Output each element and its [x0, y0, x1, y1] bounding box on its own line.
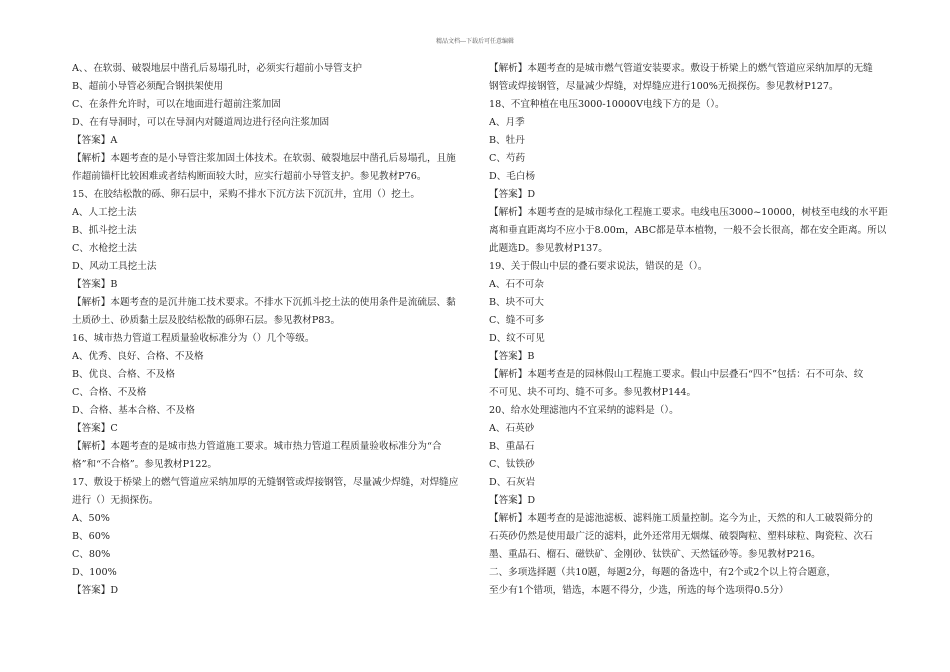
text-line: 【解析】本题考查的是小导管注浆加固土体技术。在软弱、破裂地层中凿孔后易塌孔，且施 — [72, 153, 456, 164]
text-line: D、风动工具挖土法 — [72, 261, 157, 272]
text-line: D、合格、基本合格、不及格 — [72, 405, 195, 416]
question-line: 17、敷设于桥梁上的燃气管道应采纳加厚的无缝钢管或焊接钢管，尽量减少焊缝，对焊缝应 — [72, 477, 459, 488]
text-line: C、水枪挖土法 — [72, 243, 137, 254]
text-line: D、在有导洞时，可以在导洞内对隧道周边进行径向注浆加固 — [72, 117, 330, 128]
text-line: C、80% — [72, 549, 111, 560]
text-line: A、石英砂 — [489, 423, 535, 434]
text-line: D、石灰岩 — [489, 477, 536, 488]
text-line: 不可见、块不可均、缝不可多。参见教材P144。 — [489, 387, 697, 398]
text-line: 此题选D。参见教材P137。 — [489, 243, 608, 254]
question-line: 18、不宜种植在电压3000-10000V电线下方的是（）。 — [489, 99, 725, 110]
text-line: 格”和“不合格”。参见教材P122。 — [72, 459, 218, 470]
question-line: 20、给水处理滤池内不宜采纳的滤料是（）。 — [489, 405, 679, 416]
answer-line: 【答案】C — [72, 423, 118, 434]
text-line: 离和垂直距离均不应小于8.00m，ABC都是草本植物，一般不会长很高，都在安全距离。所以 — [489, 225, 887, 236]
text-line: D、毛白杨 — [489, 171, 536, 182]
answer-line: 【答案】D — [72, 585, 119, 596]
text-line: B、优良、合格、不及格 — [72, 369, 175, 380]
answer-line: 【答案】B — [489, 351, 535, 362]
text-line: D、100% — [72, 567, 117, 578]
text-line: 【解析】本题考查的是城市绿化工程施工要求。电线电压3000~10000，树枝至电线的水平距 — [489, 207, 888, 218]
text-line: B、块不可大 — [489, 297, 545, 308]
page-header: 精品文档---下载后可任意编辑 — [435, 38, 515, 45]
text-line: B、60% — [72, 531, 110, 542]
right-column — [489, 60, 889, 600]
question-line: 16、城市热力管道工程质量验收标准分为（）几个等级。 — [72, 333, 315, 344]
text-line: 至少有1个错项，错选，本题不得分，少选，所选的每个选项得0.5分） — [489, 585, 789, 596]
text-line: 土质砂土、砂质黏土层及胶结松散的砾卵石层。参见教材P83。 — [72, 315, 341, 326]
text-line: C、缝不可多 — [489, 315, 545, 326]
text-line: 墨、重晶石、榴石、磁铁矿、金刚砂、钛铁矿、天然锰砂等。参见教材P216。 — [489, 549, 821, 560]
text-line: 【解析】本题考查是的园林假山工程施工要求。假山中层叠石“四不”包括：石不可杂、纹 — [489, 369, 864, 380]
text-line: B、重晶石 — [489, 441, 535, 452]
answer-line: 【答案】A — [72, 135, 118, 146]
text-line: C、钛铁砂 — [489, 459, 535, 470]
text-line: 作超前锚杆比较困难或者结构断面较大时，应实行超前小导管支护。参见教材P76。 — [72, 171, 427, 182]
text-line: 进行（）无损探伤。 — [72, 495, 159, 506]
text-line: B、抓斗挖土法 — [72, 225, 137, 236]
text-line: A、月季 — [489, 117, 525, 128]
text-line: A、、在软弱、破裂地层中凿孔后易塌孔时，必须实行超前小导管支护 — [72, 63, 362, 74]
text-line: A、人工挖土法 — [72, 207, 137, 218]
text-line: 【解析】本题考查的是沉井施工技术要求。不排水下沉抓斗挖土法的使用条件是流硫层、黏 — [72, 297, 456, 308]
text-line: A、50% — [72, 513, 110, 524]
text-line: B、牡丹 — [489, 135, 525, 146]
text-line: B、超前小导管必须配合钢拱架使用 — [72, 81, 223, 92]
text-line: 石英砂仍然是使用最广泛的滤料，此外还常用无烟煤、破裂陶粒、塑料球粒、陶瓷粒、次石 — [489, 531, 873, 542]
text-line: D、纹不可见 — [489, 333, 545, 344]
text-line: 【解析】本题考查的是城市燃气管道安装要求。敷设于桥梁上的燃气管道应采纳加厚的无缝 — [489, 63, 873, 74]
left-column — [72, 60, 472, 600]
section-heading: 二、多项选择题（共10题，每题2分，每题的备选中，有2个或2个以上符合题意， — [489, 567, 837, 578]
answer-line: 【答案】D — [489, 495, 536, 506]
answer-line: 【答案】D — [489, 189, 536, 200]
question-line: 19、关于假山中层的叠石要求说法，错误的是（）。 — [489, 261, 708, 272]
text-line: A、优秀、良好、合格、不及格 — [72, 351, 204, 362]
text-line: 【解析】本题考查的是城市热力管道施工要求。城市热力管道工程质量验收标准分为“合 — [72, 441, 442, 452]
text-line: A、石不可杂 — [489, 279, 544, 290]
answer-line: 【答案】B — [72, 279, 118, 290]
text-line: C、合格、不及格 — [72, 387, 147, 398]
text-line: C、芍药 — [489, 153, 526, 164]
question-line: 15、在胶结松散的砾、卵石层中，采购不排水下沉方法下沉沉井，宜用（）挖土。 — [72, 189, 420, 200]
text-line: 钢管或焊接钢管，尽量减少焊缝，对焊缝应进行100%无损探伤。参见教材P127。 — [489, 81, 839, 92]
text-line: 【解析】本题考查的是滤池滤板、滤料施工质量控制。迄今为止，天然的和人工破裂筛分的 — [489, 513, 873, 524]
text-line: C、在条件允许时，可以在地面进行超前注浆加固 — [72, 99, 281, 110]
